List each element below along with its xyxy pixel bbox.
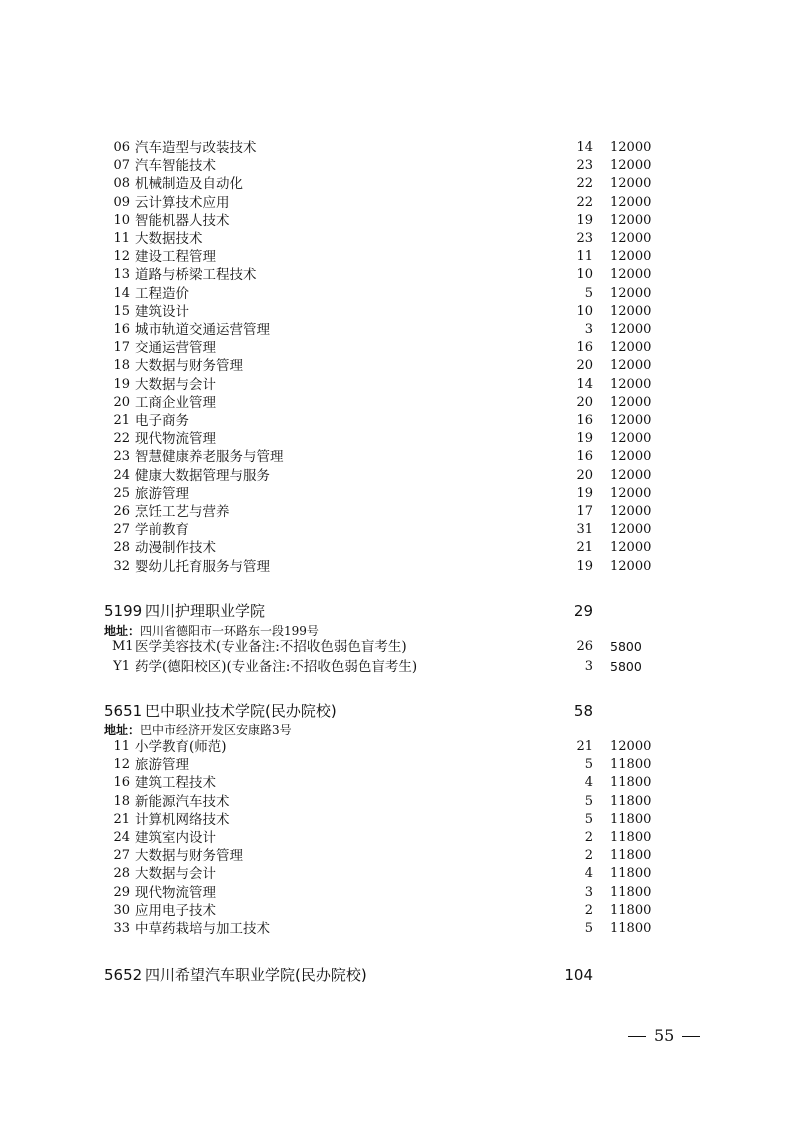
major-count: 17 [576, 504, 593, 519]
major-fee: 12000 [610, 485, 652, 501]
major-fee: 12000 [610, 467, 652, 483]
major-name: 计算机网络技术 [135, 811, 230, 828]
major-code: 22 [113, 431, 130, 447]
major-code: 11 [113, 739, 130, 754]
major-code: 33 [113, 921, 130, 936]
major-code: 29 [113, 884, 130, 900]
major-code: 11 [113, 231, 130, 246]
major-code: 19 [113, 376, 130, 392]
major-fee: 12000 [610, 285, 652, 301]
major-row [0, 175, 794, 193]
major-count: 11 [576, 249, 593, 265]
major-name: 建筑工程技术 [135, 775, 216, 792]
major-count: 5 [584, 811, 593, 827]
school-name: 四川希望汽车职业学院(民办院校) [145, 966, 367, 984]
major-fee: 12000 [610, 540, 652, 556]
major-count: 5 [584, 921, 593, 936]
major-fee: 12000 [610, 322, 652, 337]
major-row [0, 467, 794, 485]
major-fee: 12000 [610, 158, 652, 174]
major-count: 3 [584, 658, 593, 674]
major-name: 机械制造及自动化 [135, 176, 243, 193]
major-count: 10 [576, 267, 593, 283]
major-count: 14 [576, 140, 593, 155]
major-row [0, 865, 794, 883]
major-name: 城市轨道交通运营管理 [135, 322, 270, 338]
major-count: 2 [584, 830, 593, 845]
major-row [0, 558, 794, 576]
major-fee: 12000 [610, 394, 652, 410]
major-row [0, 303, 794, 321]
major-row [0, 448, 794, 466]
major-fee: 5800 [610, 639, 642, 654]
major-name: 应用电子技术 [135, 902, 216, 919]
major-row [0, 503, 794, 521]
major-count: 26 [576, 639, 593, 654]
major-count: 21 [576, 739, 593, 754]
major-row [0, 539, 794, 557]
major-row [0, 793, 794, 811]
school-code: 5199 [104, 602, 143, 620]
major-count: 19 [576, 485, 593, 501]
major-fee: 12000 [610, 558, 652, 574]
major-count: 20 [576, 358, 593, 374]
major-name: 小学教育(师范) [135, 739, 227, 755]
major-count: 4 [584, 866, 593, 882]
major-name: 中草药栽培与加工技术 [135, 921, 270, 937]
major-name: 动漫制作技术 [135, 540, 216, 557]
address-label: 地址： [104, 624, 141, 638]
major-row [0, 884, 794, 902]
major-fee: 11800 [610, 921, 652, 936]
major-row [0, 230, 794, 248]
school-plan-count: 58 [573, 702, 593, 720]
major-name: 医学美容技术(专业备注:不招收色弱色盲考生) [135, 639, 407, 655]
major-code: 06 [113, 140, 130, 155]
dash-left [628, 1036, 646, 1038]
major-code: 20 [113, 394, 130, 410]
major-code: 28 [113, 866, 130, 882]
school-header-5651 [0, 700, 794, 722]
major-code: 16 [113, 775, 130, 791]
major-name: 新能源汽车技术 [135, 793, 230, 810]
major-count: 14 [576, 376, 593, 392]
major-count: 16 [576, 449, 593, 465]
address-label: 地址： [104, 723, 141, 737]
major-code: 23 [113, 449, 130, 465]
major-code: 12 [113, 757, 130, 773]
major-fee: 12000 [610, 303, 652, 319]
major-count: 20 [576, 394, 593, 410]
dash-right [682, 1036, 700, 1038]
major-fee: 12000 [610, 231, 652, 246]
major-fee: 12000 [610, 739, 652, 754]
major-fee: 11800 [610, 866, 652, 882]
major-name: 汽车智能技术 [135, 158, 216, 175]
major-count: 19 [576, 558, 593, 574]
major-name: 现代物流管理 [135, 431, 216, 448]
major-count: 23 [576, 158, 593, 174]
major-fee: 12000 [610, 212, 652, 228]
major-count: 23 [576, 231, 593, 246]
major-code: 18 [113, 793, 130, 809]
address-text: 巴中市经济开发区安康路3号 [140, 723, 292, 737]
major-code: 21 [113, 413, 130, 428]
major-row [0, 157, 794, 175]
major-name: 学前教育 [135, 522, 189, 539]
major-count: 16 [576, 413, 593, 428]
major-count: 22 [576, 176, 593, 192]
major-code: 27 [113, 848, 130, 864]
major-name: 现代物流管理 [135, 884, 216, 901]
major-code: 14 [113, 285, 130, 301]
major-fee: 11800 [610, 775, 652, 791]
major-name: 交通运营管理 [135, 340, 216, 357]
school-address-5651 [104, 722, 292, 738]
major-count: 21 [576, 540, 593, 556]
school-header-5199 [0, 600, 794, 622]
major-name: 建筑室内设计 [135, 830, 216, 846]
major-count: 16 [576, 340, 593, 356]
major-count: 2 [584, 902, 593, 918]
major-count: 19 [576, 212, 593, 228]
major-name: 电子商务 [135, 413, 189, 429]
major-fee: 11800 [610, 793, 652, 809]
major-name: 工商企业管理 [135, 394, 216, 411]
major-count: 3 [584, 884, 593, 900]
school-address-5199 [104, 623, 319, 639]
major-name: 大数据与财务管理 [135, 358, 243, 375]
page-number-text: 55 [654, 1026, 675, 1045]
major-code: 24 [113, 467, 130, 483]
major-fee: 12000 [610, 249, 652, 265]
school-code: 5652 [104, 966, 143, 984]
major-fee: 12000 [610, 413, 652, 428]
major-name: 建筑设计 [135, 303, 189, 320]
major-name: 智能机器人技术 [135, 212, 230, 229]
major-row [0, 920, 794, 938]
major-fee: 12000 [610, 340, 652, 356]
major-name: 大数据与财务管理 [135, 848, 243, 865]
major-code: 27 [113, 522, 130, 538]
school-header-5652 [0, 964, 794, 986]
major-fee: 12000 [610, 194, 652, 210]
major-count: 4 [584, 775, 593, 791]
major-count: 31 [576, 522, 593, 538]
major-row [0, 658, 794, 676]
major-name: 道路与桥梁工程技术 [135, 267, 257, 284]
major-code: 24 [113, 830, 130, 845]
major-name: 烹饪工艺与营养 [135, 504, 230, 520]
major-row [0, 412, 794, 430]
major-code: 16 [113, 322, 130, 337]
major-code: 30 [113, 902, 130, 918]
major-code: 09 [113, 194, 130, 210]
major-fee: 12000 [610, 140, 652, 155]
major-fee: 12000 [610, 176, 652, 192]
school-name: 四川护理职业学院 [145, 602, 266, 620]
major-code: 15 [113, 303, 130, 319]
major-row [0, 738, 794, 756]
major-count: 20 [576, 467, 593, 483]
major-row [0, 394, 794, 412]
major-code: 07 [113, 158, 130, 174]
major-name: 智慧健康养老服务与管理 [135, 449, 284, 466]
major-row [0, 638, 794, 656]
major-fee: 11800 [610, 902, 652, 918]
major-row [0, 194, 794, 212]
page-number [620, 1026, 708, 1046]
major-row [0, 811, 794, 829]
major-count: 5 [584, 793, 593, 809]
major-code: 17 [113, 340, 130, 356]
major-name: 药学(德阳校区)(专业备注:不招收色弱色盲考生) [135, 658, 418, 675]
major-row [0, 357, 794, 375]
major-row [0, 774, 794, 792]
school-plan-count: 104 [564, 966, 593, 984]
major-row [0, 321, 794, 339]
major-row [0, 212, 794, 230]
major-row [0, 266, 794, 284]
major-name: 建设工程管理 [135, 249, 216, 266]
major-row [0, 902, 794, 920]
major-fee: 11800 [610, 848, 652, 864]
major-count: 3 [584, 322, 593, 337]
major-row [0, 829, 794, 847]
major-count: 22 [576, 194, 593, 210]
major-name: 旅游管理 [135, 757, 189, 774]
major-row [0, 521, 794, 539]
major-code: 28 [113, 540, 130, 556]
major-fee: 12000 [610, 449, 652, 465]
major-fee: 5800 [610, 658, 642, 674]
major-row [0, 248, 794, 266]
major-row [0, 339, 794, 357]
major-name: 健康大数据管理与服务 [135, 467, 270, 484]
school-plan-count: 29 [573, 602, 593, 620]
major-count: 5 [584, 285, 593, 301]
major-name: 汽车造型与改装技术 [135, 140, 257, 156]
major-fee: 11800 [610, 884, 652, 900]
major-fee: 11800 [610, 830, 652, 845]
major-row [0, 756, 794, 774]
school-name: 巴中职业技术学院(民办院校) [145, 702, 337, 720]
major-code: 13 [113, 267, 130, 283]
major-fee: 11800 [610, 757, 652, 773]
major-count: 5 [584, 757, 593, 773]
major-code: 08 [113, 176, 130, 192]
major-code: Y1 [113, 658, 130, 674]
major-row [0, 285, 794, 303]
major-fee: 12000 [610, 267, 652, 283]
major-code: 26 [113, 504, 130, 519]
major-count: 2 [584, 848, 593, 864]
major-code: 21 [113, 811, 130, 827]
major-fee: 12000 [610, 376, 652, 392]
major-code: 10 [113, 212, 130, 228]
major-row [0, 139, 794, 157]
major-fee: 12000 [610, 358, 652, 374]
major-code: 32 [113, 558, 130, 574]
major-name: 工程造价 [135, 285, 189, 302]
major-row [0, 485, 794, 503]
major-code: 18 [113, 358, 130, 374]
school-code: 5651 [104, 702, 143, 720]
major-count: 19 [576, 431, 593, 447]
major-name: 云计算技术应用 [135, 194, 230, 211]
major-name: 婴幼儿托育服务与管理 [135, 558, 270, 575]
major-name: 大数据与会计 [135, 376, 216, 393]
major-fee: 11800 [610, 811, 652, 827]
major-name: 旅游管理 [135, 485, 189, 502]
address-text: 四川省德阳市一环路东一段199号 [140, 624, 319, 638]
major-row [0, 376, 794, 394]
major-count: 10 [576, 303, 593, 319]
major-code: M1 [112, 639, 134, 654]
major-code: 25 [113, 485, 130, 501]
major-name: 大数据技术 [135, 231, 203, 247]
major-fee: 12000 [610, 504, 652, 519]
major-row [0, 847, 794, 865]
major-code: 12 [113, 249, 130, 265]
major-fee: 12000 [610, 522, 652, 538]
major-row [0, 430, 794, 448]
major-fee: 12000 [610, 431, 652, 447]
major-name: 大数据与会计 [135, 866, 216, 883]
